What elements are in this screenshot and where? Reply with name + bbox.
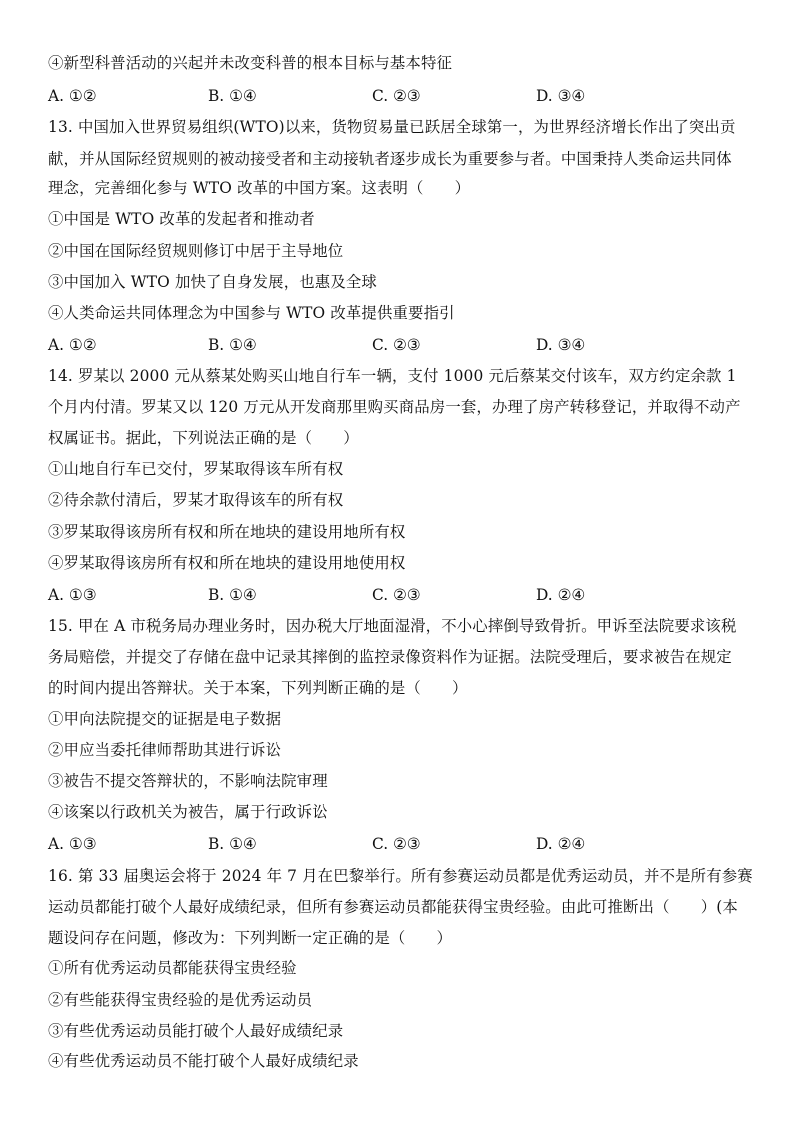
- q16-statement-2: ②有些能获得宝贵经验的是优秀运动员: [48, 991, 313, 1009]
- q12-options: [48, 86, 748, 106]
- q15-statement-1: ①甲向法院提交的证据是电子数据: [48, 710, 282, 728]
- q14-stem-line-1: 14. 罗某以 2000 元从蔡某处购买山地自行车一辆，支付 1000 元后蔡某交付该车，双方约定余款 1: [48, 367, 737, 385]
- q15-statement-4: ④该案以行政机关为被告，属于行政诉讼: [48, 803, 328, 821]
- q13-option-b[interactable]: B. ①④: [208, 336, 257, 354]
- q14-option-b[interactable]: B. ①④: [208, 586, 257, 604]
- q13-option-a[interactable]: A. ①②: [48, 336, 97, 354]
- q13-stem-line-2: 献，并从国际经贸规则的被动接受者和主动接轨者逐步成长为重要参与者。中国秉持人类命运共同体: [48, 150, 732, 168]
- q16-statement-1: ①所有优秀运动员都能获得宝贵经验: [48, 959, 297, 977]
- q12-option-b[interactable]: B. ①④: [208, 87, 257, 105]
- q12-option-c[interactable]: C. ②③: [372, 87, 421, 105]
- q14-statement-4: ④罗某取得该房所有权和所在地块的建设用地使用权: [48, 554, 406, 572]
- q16-stem-line-1: 16. 第 33 届奥运会将于 2024 年 7 月在巴黎举行。所有参赛运动员都是优秀运动员，并不是所有参赛: [48, 867, 753, 885]
- q13-statement-4: ④人类命运共同体理念为中国参与 WTO 改革提供重要指引: [48, 304, 455, 322]
- q13-statement-2: ②中国在国际经贸规则修订中居于主导地位: [48, 242, 344, 260]
- q13-stem-line-3: 理念，完善细化参与 WTO 改革的中国方案。这表明（ ）: [48, 179, 471, 197]
- q15-stem-line-3: 的时间内提出答辩状。关于本案，下列判断正确的是（ ）: [48, 679, 468, 697]
- q14-statement-2: ②待余款付清后，罗某才取得该车的所有权: [48, 491, 344, 509]
- q14-statement-3: ③罗某取得该房所有权和所在地块的建设用地所有权: [48, 523, 406, 541]
- q14-stem-line-3: 权属证书。据此，下列说法正确的是（ ）: [48, 429, 359, 447]
- q15-option-b[interactable]: B. ①④: [208, 835, 257, 853]
- q15-stem-line-1: 15. 甲在 A 市税务局办理业务时，因办税大厅地面湿滑，不小心摔倒导致骨折。甲诉至法院要求该税: [48, 617, 737, 635]
- q12-statement-4: ④新型科普活动的兴起并未改变科普的根本目标与基本特征: [48, 54, 453, 72]
- q14-options: [48, 585, 748, 605]
- q13-option-c[interactable]: C. ②③: [372, 336, 421, 354]
- q15-option-d[interactable]: D. ②④: [536, 835, 586, 853]
- q15-statement-2: ②甲应当委托律师帮助其进行诉讼: [48, 741, 282, 759]
- q16-stem-line-3: 题设问存在问题，修改为：下列判断一定正确的是（ ）: [48, 929, 453, 947]
- q15-statement-3: ③被告不提交答辩状的，不影响法院审理: [48, 772, 328, 790]
- q12-option-a[interactable]: A. ①②: [48, 87, 97, 105]
- q13-stem-line-1: 13. 中国加入世界贸易组织(WTO)以来，货物贸易量已跃居全球第一，为世界经济增长作出了突出贡: [48, 118, 736, 136]
- q13-statement-3: ③中国加入 WTO 加快了自身发展，也惠及全球: [48, 273, 377, 291]
- q14-option-d[interactable]: D. ②④: [536, 586, 586, 604]
- q15-options: [48, 834, 748, 854]
- q13-statement-1: ①中国是 WTO 改革的发起者和推动者: [48, 210, 315, 228]
- q15-option-c[interactable]: C. ②③: [372, 835, 421, 853]
- q14-option-c[interactable]: C. ②③: [372, 586, 421, 604]
- q15-option-a[interactable]: A. ①③: [48, 835, 97, 853]
- q16-stem-line-2: 运动员都能打破个人最好成绩纪录，但所有参赛运动员都能获得宝贵经验。由此可推断出（ ）(本: [48, 898, 738, 916]
- q16-statement-3: ③有些优秀运动员能打破个人最好成绩纪录: [48, 1022, 344, 1040]
- q15-stem-line-2: 务局赔偿，并提交了存储在盘中记录其摔倒的监控录像资料作为证据。法院受理后，要求被告在规定: [48, 648, 732, 666]
- q13-option-d[interactable]: D. ③④: [536, 336, 586, 354]
- q16-statement-4: ④有些优秀运动员不能打破个人最好成绩纪录: [48, 1052, 359, 1070]
- q14-statement-1: ①山地自行车已交付，罗某取得该车所有权: [48, 460, 344, 478]
- q14-option-a[interactable]: A. ①③: [48, 586, 97, 604]
- q12-option-d[interactable]: D. ③④: [536, 87, 586, 105]
- q14-stem-line-2: 个月内付清。罗某又以 120 万元从开发商那里购买商品房一套，办理了房产转移登记，并取得不动产: [48, 398, 741, 416]
- q13-options: [48, 335, 748, 355]
